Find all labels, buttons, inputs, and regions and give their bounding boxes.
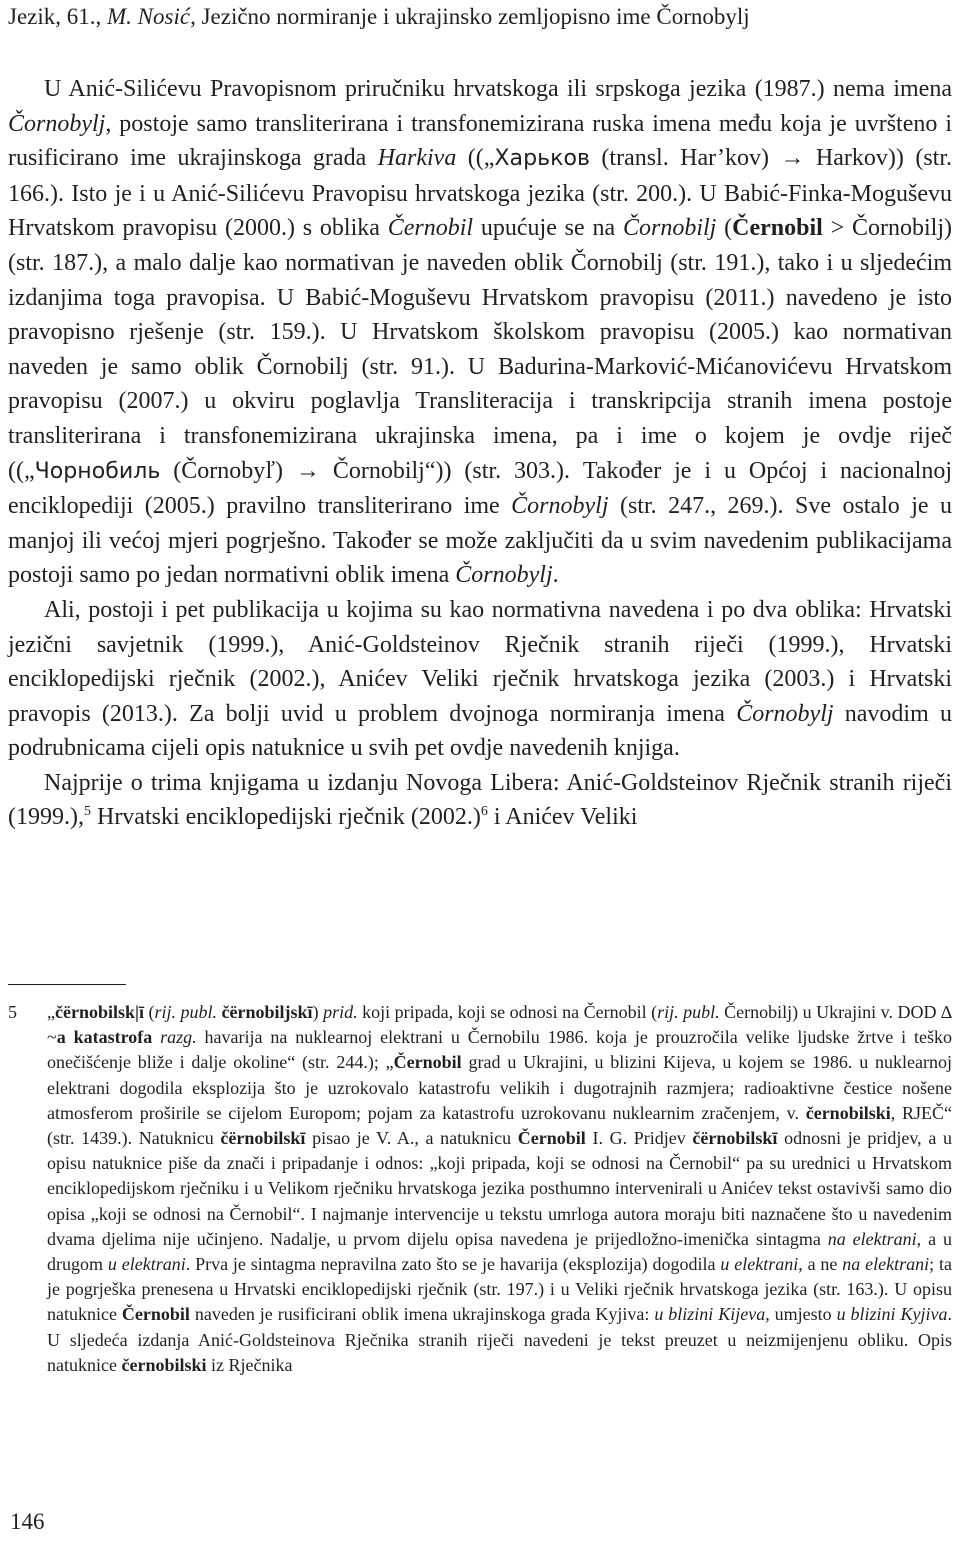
text-run: naveden je rusificirani oblik imena ukrajinskoga grada Kyjiva: <box>189 1304 655 1325</box>
italic-run: razg. <box>160 1027 197 1048</box>
bold-run: černobilski <box>805 1102 891 1123</box>
italic-run: Černobil <box>387 215 474 242</box>
text-run: , a ne <box>798 1254 843 1275</box>
footnote-ref-6[interactable]: 6 <box>480 804 488 820</box>
italic-run: u elektrani <box>720 1254 799 1275</box>
bold-run: čërnobilsk|ī <box>55 1002 144 1022</box>
footnote-number: 5 <box>8 1002 17 1022</box>
bold-run: Černobil <box>121 1304 190 1325</box>
paragraph-3 <box>8 766 952 835</box>
text-run: (transl. Har’kov) → Harkov)) (str. 166.). Isto je i u Anić-Silićevu Pravopisu hrvatskoga jezika (str. 200.). U Babić-Finka-Moguševu Hrvatskom pravopisu (2000.) s oblika <box>8 145 952 242</box>
italic-run: Čornobylj <box>511 493 609 520</box>
bold-run: čërnobilskī <box>220 1128 306 1149</box>
page-number: 146 <box>10 1509 45 1534</box>
text-run: ; ta je pogrješka prenesena u Hrvatski enciklopedijski rječnik (str. 197.) i u Veliki rječnik hrvatskoga jezika (str. 163.). U opisu natuknice <box>47 1254 952 1325</box>
text-run <box>152 1027 160 1047</box>
text-run: grad u Ukrajini, u blizini Kijeva, u kojem se 1986. u nuklearnoj elektrani dogodila eksplozija što je uzrokovalo katastrofu velikih i dugotrajnih razmjera; radioaktivne čestice nošene atmosferom proširile se cijelom Europom; pojam za katastrofu uzrokovanu nuklearnim zračenjem, v. <box>47 1052 952 1123</box>
text-run: iz Rječnika <box>206 1354 293 1375</box>
text-run: , umjesto <box>765 1304 837 1325</box>
bold-run: čërnobiljskī <box>221 1002 313 1022</box>
running-head-prefix: Jezik, 61., <box>8 4 108 29</box>
italic-run: rij. publ. <box>154 1002 218 1022</box>
italic-run: u blizini Kijeva <box>654 1304 766 1325</box>
text-run: . U sljedeća izdanja Anić-Goldsteinova Rječnika stranih riječi navedeni je tekst preuzet u neizmijenjenu obliku. Opis natuknice <box>47 1304 952 1375</box>
text-run: odnosni je pridjev, a u opisu natuknice piše da znači i pripadanje i odnos: „koji pripada, koji se odnosi na Černobil“ pa su urednici u Hrvatskom enciklopedijskom rječniku i u Velikom rječniku hrvatskoga jezika posthumno intervenirali u Anićev tekst ostavivši samo dio opisa „koji se odnosi na Černobil“. I najmanje intervencije u tekstu umrloga autora moraju biti naznačene što u navedenim dvama djelima nije učinjeno. Nadalje, u prvom dijelu opisa navedena je prijedložno-imenička sintagma <box>47 1128 952 1249</box>
text-run: I. G. Pridjev <box>585 1128 693 1149</box>
italic-run: Harkiva <box>377 145 457 172</box>
cyrillic-run: Харьков <box>494 146 590 172</box>
italic-run: prid. <box>323 1002 358 1022</box>
italic-run: Čornobylj <box>736 700 834 727</box>
text-run: . <box>552 562 559 589</box>
text-run: Ali, postoji i pet publikacija u kojima su kao normativna navedena i po dva oblika: Hrvatski jezični savjetnik (1999.), Anić-Goldsteinov Rječnik stranih riječi (1999.), Hrvatski enciklopedijski rječnik (2002.), Anićev Veliki rječnik hrvatskoga jezika (2003.) i Hrvatski pravopis (2013.). Za bolji uvid u problem dvojnoga normiranja imena <box>8 596 952 727</box>
text-run: ( <box>143 1002 155 1022</box>
text-run: (str. 247., 269.). Sve ostalo je u manjoj ili većoj mjeri pogrješno. Također se može zaključiti da u svim navedenim publikacijama postoji samo po jedan normativni oblik imena <box>8 493 952 589</box>
text-run: ((„ <box>456 145 495 172</box>
text-run: (Čornobyľ) → Čornobilj“)) (str. 303.). Također je i u Općoj i nacionalnoj enciklopediji (2005.) pravilno transliterirano ime <box>8 457 952 520</box>
text-run: Najprije o trima knjigama u izdanju Novoga Libera: Anić-Goldsteinov Rječnik stranih riječi (1999.), <box>8 769 952 831</box>
text-run: i Anićev Veliki <box>487 804 638 831</box>
main-text <box>8 72 952 835</box>
text-run: koji pripada, koji se odnosi na Černobil ( <box>357 1002 658 1022</box>
paragraph-2 <box>8 593 952 766</box>
text-run: ( <box>716 215 733 242</box>
cyrillic-run: Чорнобиль <box>34 458 161 484</box>
footnote-body <box>47 1000 952 1378</box>
italic-run: Čornobilj <box>622 215 717 242</box>
italic-run: na elektrani <box>827 1228 917 1249</box>
italic-run: rij. publ. <box>657 1002 720 1022</box>
text-run: pisao je V. A., a natuknicu <box>305 1128 518 1149</box>
text-run: ) <box>312 1002 324 1022</box>
bold-run: Černobil <box>732 215 823 242</box>
text-run: Hrvatski enciklopedijski rječnik (2002.) <box>90 804 481 831</box>
text-run: navodim u podrubnicama cijeli opis natuknice u svih pet ovdje navedenih knjiga. <box>8 700 952 762</box>
text-run: havarija na nuklearnoj elektrani u Černobilu 1986. koja je prouzročila velike ljudske žrtve i teško onečišćenje bliže i dalje okoline“ (str. 244.); „ <box>47 1027 952 1073</box>
bold-run: Černobil <box>517 1128 586 1149</box>
running-head <box>8 3 952 31</box>
text-run: Černobilj) u Ukrajini v. DOD ∆ ~ <box>47 1002 953 1048</box>
italic-run: Čornobylj <box>8 110 106 137</box>
footnote-5 <box>8 1000 952 1378</box>
text-run: . Prva je sintagma nepravilna zato što se je havarija (eksplozija) dogodila <box>185 1254 721 1275</box>
running-head-title: , Jezično normiranje i ukrajinsko zemljopisno ime Čornobylj <box>190 4 750 29</box>
italic-run: na elektrani <box>842 1254 930 1275</box>
bold-run: čërnobilskī <box>692 1128 778 1149</box>
text-run: > Čornobilj) (str. 187.), a malo dalje kao normativan je naveden oblik Čornobilj (str. 191.), tako i u sljedećim izdanjima toga pravopisa. U Babić-Moguševu Hrvatskom pravopisu (2011.) navedeno je isto pravopisno rješenje (str. 159.). U Hrvatskom školskom pravopisu (2005.) kao normativan naveden je samo oblik Čornobilj (str. 91.). U Badurina-Marković-Mićanovićevu Hrvatskom pravopisu (2007.) u okviru poglavlja Transliteracija i transkripcija stranih imena postoje transliterirana i transfonemizirana ukrajinska imena, pa i ime o kojem je ovdje riječ ((„ <box>8 215 952 484</box>
text-run: , a u drugom <box>47 1228 952 1275</box>
running-head-author: M. Nosić <box>107 4 191 29</box>
italic-run: u blizini Kyjiva <box>836 1304 948 1325</box>
text-run: U Anić-Silićevu Pravopisnom priručniku hrvatskoga ili srpskoga jezika (1987.) nema imena <box>44 76 952 102</box>
footnote-ref-5[interactable]: 5 <box>83 804 91 820</box>
bold-run: a katastrofa <box>56 1027 153 1048</box>
text-run: , RJEČ“ (str. 1439.). Natuknicu <box>47 1102 952 1149</box>
italic-run: u elektrani <box>107 1254 186 1275</box>
text-run: upućuje se na <box>473 215 623 242</box>
text-run: , postoje samo transliterirana i transfonemizirana ruska imena među koja je uvršteno i rusificirano ime ukrajinskoga grada <box>8 110 952 172</box>
paragraph-1 <box>8 72 952 593</box>
footnote-separator <box>8 984 126 985</box>
bold-run: Černobil <box>393 1052 462 1073</box>
text-run: „ <box>47 1002 55 1022</box>
bold-run: černobilski <box>121 1354 207 1375</box>
italic-run: Čornobylj <box>455 562 553 589</box>
